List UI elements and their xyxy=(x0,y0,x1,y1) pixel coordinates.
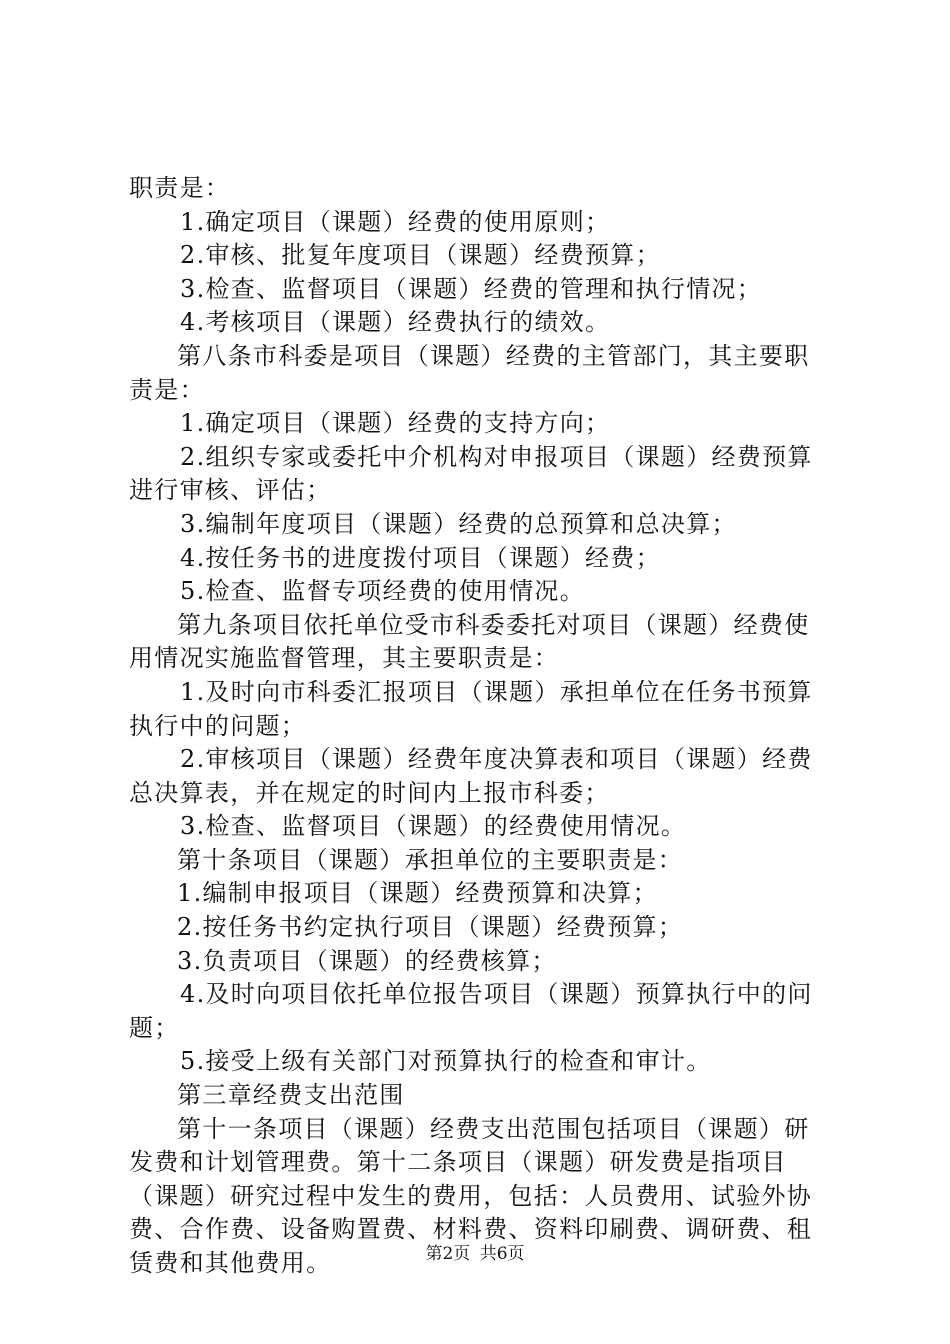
document-body xyxy=(129,172,839,1281)
text-line: 费、合作费、设备购置费、材料费、资料印刷费、调研费、租 xyxy=(129,1215,813,1244)
text-line: 4.按任务书的进度拨付项目（课题）经费； xyxy=(180,543,661,572)
text-line: 第三章经费支出范围 xyxy=(177,1081,405,1110)
text-line: 1.编制申报项目（课题）经费预算和决算； xyxy=(177,879,658,908)
text-line: 3.检查、监督项目（课题）的经费使用情况。 xyxy=(180,812,687,841)
page-footer xyxy=(0,1242,950,1266)
text-line: 发费和计划管理费。第十二条项目（课题）研发费是指项目 xyxy=(129,1148,787,1177)
page-total: 共6页 xyxy=(479,1244,525,1264)
text-line: 1.确定项目（课题）经费的使用原则； xyxy=(180,207,611,236)
text-line: 进行审核、评估； xyxy=(129,476,332,505)
text-line: 第九条项目依托单位受市科委委托对项目（课题）经费使 xyxy=(177,610,810,639)
text-line: 5.接受上级有关部门对预算执行的检查和审计。 xyxy=(180,1047,712,1076)
text-line: 责是： xyxy=(129,375,205,404)
text-line: 2.组织专家或委托中介机构对申报项目（课题）经费预算 xyxy=(180,442,813,471)
text-line: 1.确定项目（课题）经费的支持方向； xyxy=(180,409,611,438)
text-line: 执行中的问题； xyxy=(129,711,307,740)
text-line: 3.负责项目（课题）的经费核算； xyxy=(177,946,557,975)
text-line: 2.审核项目（课题）经费年度决算表和项目（课题）经费 xyxy=(180,745,813,774)
page-number: 第2页 xyxy=(425,1244,471,1264)
text-line: 3.编制年度项目（课题）经费的总预算和总决算； xyxy=(180,509,737,538)
text-line: 第十条项目（课题）承担单位的主要职责是： xyxy=(177,845,683,874)
text-line: 2.审核、批复年度项目（课题）经费预算； xyxy=(180,241,661,270)
text-line: 第八条市科委是项目（课题）经费的主管部门，其主要职 xyxy=(177,341,810,370)
text-line: （课题）研究过程中发生的费用，包括：人员费用、试验外协 xyxy=(129,1181,813,1210)
text-line: 2.按任务书约定执行项目（课题）经费预算； xyxy=(177,913,684,942)
text-line: 4.考核项目（课题）经费执行的绩效。 xyxy=(180,308,611,337)
text-line: 3.检查、监督项目（课题）经费的管理和执行情况； xyxy=(180,274,763,303)
text-line: 5.检查、监督专项经费的使用情况。 xyxy=(180,577,585,606)
text-line: 职责是： xyxy=(129,174,231,202)
text-line: 1.及时向市科委汇报项目（课题）承担单位在任务书预算 xyxy=(180,677,813,706)
text-line: 赁费和其他费用。 xyxy=(129,1249,332,1277)
text-line: 题； xyxy=(129,1013,180,1042)
text-line: 4.及时向项目依托单位报告项目（课题）预算执行中的问 xyxy=(180,980,813,1009)
text-line: 第十一条项目（课题）经费支出范围包括项目（课题）研 xyxy=(177,1114,810,1143)
text-line: 用情况实施监督管理，其主要职责是： xyxy=(129,644,560,673)
text-line: 总决算表，并在规定的时间内上报市科委； xyxy=(129,778,610,807)
